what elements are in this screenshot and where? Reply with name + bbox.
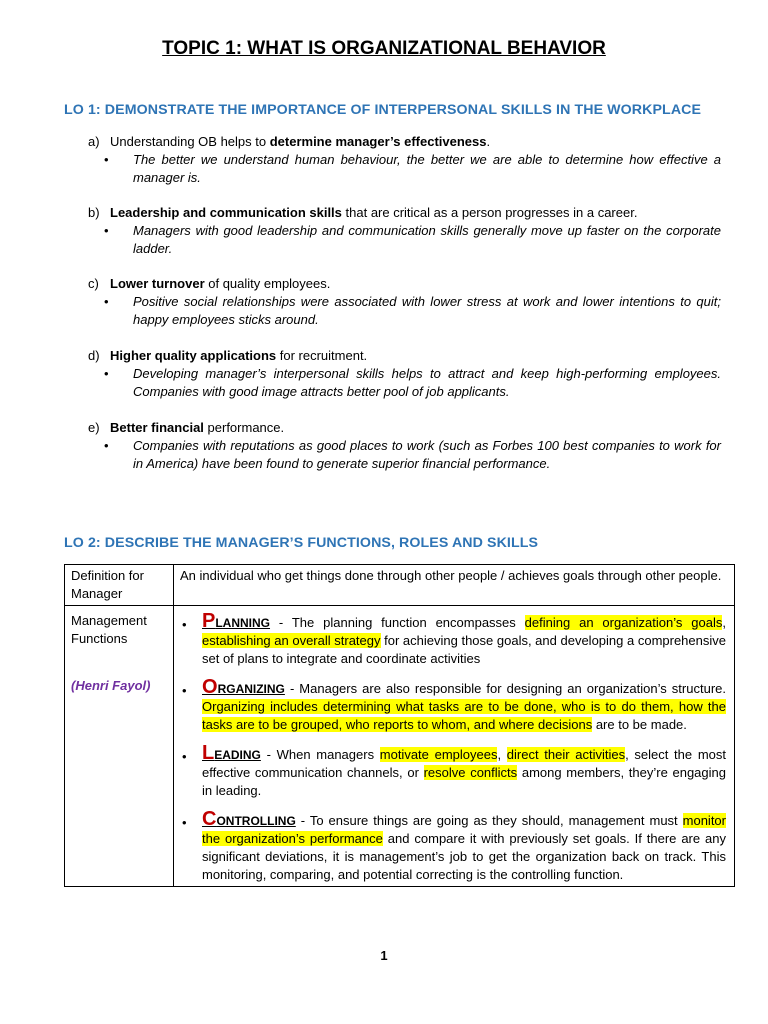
list-marker: a) xyxy=(88,134,100,149)
function-text: for achieving those goals, and developing a comprehensive set of plans to integrate and coordinate activities xyxy=(202,633,726,666)
list-item-detail: • The better we understand human behaviour, the better we are able to determine how effective a manager is. xyxy=(133,151,721,187)
highlighted-text: establishing an overall strategy xyxy=(202,633,381,648)
function-initial: O xyxy=(202,676,218,698)
list-item-heading xyxy=(110,419,284,437)
list-item-heading xyxy=(110,133,490,151)
function-text: , select the most effective communication channels, or xyxy=(202,747,726,780)
definition-label: Definition for Manager xyxy=(71,568,144,601)
highlighted-text: resolve conflicts xyxy=(423,765,518,780)
definition-text: An individual who get things done through other people / achieves goals through other people. xyxy=(180,568,722,583)
heading-pre: Understanding OB helps to xyxy=(110,134,270,149)
definition-text-cell xyxy=(174,565,735,606)
function-item xyxy=(174,612,734,668)
lo2-heading: LO 2: DESCRIBE THE MANAGER’S FUNCTIONS, ROLES AND SKILLS xyxy=(64,535,539,551)
function-name xyxy=(202,610,271,632)
heading-bold: determine manager’s effectiveness xyxy=(269,134,487,149)
highlighted-text: motivate employees xyxy=(379,747,498,762)
highlighted-text: monitor the organization’s performance xyxy=(202,813,726,846)
function-initial: L xyxy=(202,742,215,764)
function-text: , xyxy=(722,615,726,630)
list-item-detail: • Positive social relationships were associated with lower stress at work and lower intentions to quit; happy employees sticks around. xyxy=(133,293,721,329)
list-item-detail: • Companies with reputations as good places to work (such as Forbes 100 best companies to work for in America) have been found to generate superior financial performance. xyxy=(133,437,721,473)
function-item xyxy=(174,678,734,734)
page-number: 1 xyxy=(380,948,388,963)
heading-post: performance. xyxy=(203,420,285,435)
table-row-functions xyxy=(65,606,735,887)
heading-post: . xyxy=(486,134,491,149)
definition-label-cell xyxy=(65,565,174,606)
function-text: are to be made. xyxy=(592,717,687,732)
highlighted-text: defining an organization’s goals xyxy=(524,615,723,630)
page-title: TOPIC 1: WHAT IS ORGANIZATIONAL BEHAVIOR xyxy=(162,38,606,59)
manager-table xyxy=(64,564,735,887)
function-name-rest: RGANIZING xyxy=(217,682,285,696)
functions-cell xyxy=(174,606,735,887)
function-text: - The planning function encompasses xyxy=(270,615,525,630)
list-item-detail: • Managers with good leadership and communication skills generally move up faster on the corporate ladder. xyxy=(133,222,721,258)
lo1-heading: LO 1: DEMONSTRATE THE IMPORTANCE OF INTERPERSONAL SKILLS IN THE WORKPLACE xyxy=(64,102,702,118)
list-marker: b) xyxy=(88,205,100,220)
heading-post: for recruitment. xyxy=(276,348,368,363)
highlighted-text: direct their activities xyxy=(506,747,626,762)
function-item xyxy=(174,810,734,884)
function-initial: C xyxy=(202,808,217,830)
list-item-heading xyxy=(110,347,367,365)
heading-bold: Higher quality applications xyxy=(110,348,277,363)
function-name-rest: ONTROLLING xyxy=(216,814,296,828)
functions-label: Management Functions xyxy=(71,613,147,646)
list-marker: e) xyxy=(88,420,100,435)
list-marker: c) xyxy=(88,276,99,291)
highlighted-text: Organizing includes determining what tasks are to be done, who is to do them, how the tasks are to be grouped, who reports to whom, and where decisions xyxy=(202,699,726,732)
function-name xyxy=(202,808,296,830)
function-text: - When managers xyxy=(260,747,380,762)
function-name xyxy=(202,742,261,764)
function-text: and compare it with previously set goals. If there are any significant deviations, it is management’s job to get the organization back on track. This monitoring, comparing, and potential correcting is the controlling function. xyxy=(202,831,726,882)
heading-bold: Lower turnover xyxy=(110,276,205,291)
function-text: among members, they’re engaging in leading. xyxy=(202,765,726,798)
list-marker: d) xyxy=(88,348,100,363)
table-row-definition xyxy=(65,565,735,606)
list-item-detail: • Developing manager’s interpersonal skills helps to attract and keep high-performing employees. Companies with good image attracts better pool of job applicants. xyxy=(133,365,721,401)
heading-post: of quality employees. xyxy=(204,276,331,291)
functions-label-cell xyxy=(65,606,174,887)
function-initial: P xyxy=(202,610,216,632)
function-text: - To ensure things are going as they should, management must xyxy=(295,813,683,828)
fayol-attribution: (Henri Fayol) xyxy=(71,678,151,693)
heading-bold: Leadership and communication skills xyxy=(110,205,342,220)
function-item xyxy=(174,744,734,800)
function-name-rest: LANNING xyxy=(215,616,271,630)
heading-bold: Better financial xyxy=(110,420,204,435)
function-name-rest: EADING xyxy=(214,748,261,762)
function-text: - Managers are also responsible for designing an organization’s structure. xyxy=(284,681,726,696)
heading-post: that are critical as a person progresses in a career. xyxy=(341,205,638,220)
function-name xyxy=(202,676,285,698)
function-text: , xyxy=(497,747,507,762)
list-item-heading xyxy=(110,204,637,222)
list-item-heading xyxy=(110,275,330,293)
